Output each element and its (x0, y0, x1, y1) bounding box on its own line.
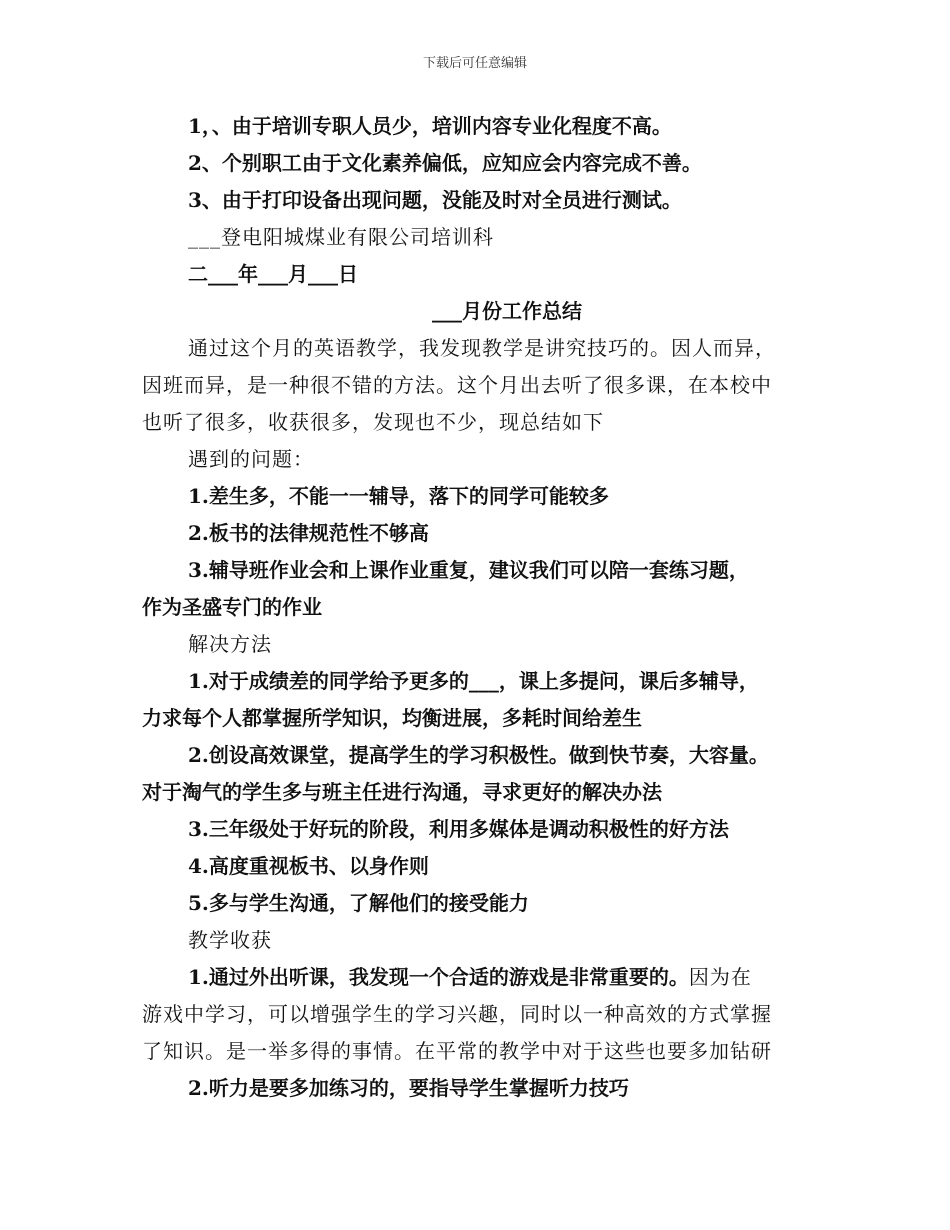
gain-item-1-normal-part: 因为在 (688, 965, 752, 989)
issue-item-1: 1.差生多，不能一一辅导，落下的同学可能较多 (188, 484, 609, 508)
department-signature: ___登电阳城煤业有限公司培训科 (188, 225, 494, 249)
solution-item-4: 4.高度重视板书、以身作则 (188, 854, 429, 878)
issue-item-2: 2.板书的法律规范性不够高 (188, 521, 429, 545)
intro-paragraph-line-1: 通过这个月的英语教学，我发现教学是讲究技巧的。因人而异， (188, 336, 776, 360)
section-title: ___月份工作总结 (432, 299, 582, 323)
gain-item-1-line-1 (142, 959, 832, 996)
heading-problems: 遇到的问题： (188, 447, 314, 471)
solution-item-1-line-1: 1.对于成绩差的同学给予更多的___，课上多提问，课后多辅导， (188, 669, 759, 693)
page-header: 下载后可任意编辑 (422, 56, 527, 71)
problem-item-3: 3、由于打印设备出现问题，没能及时对全员进行测试。 (188, 188, 682, 212)
gain-item-2: 2.听力是要多加练习的，要指导学生掌握听力技巧 (188, 1076, 629, 1100)
solution-item-5: 5.多与学生沟通，了解他们的接受能力 (188, 891, 529, 915)
problem-item-1: 1，、由于培训专职人员少，培训内容专业化程度不高。 (188, 114, 672, 138)
gain-item-1-line-2: 游戏中学习，可以增强学生的学习兴趣，同时以一种高效的方式掌握 (142, 1002, 772, 1026)
solution-item-2-line-2: 对于淘气的学生多与班主任进行沟通，寻求更好的解决办法 (142, 780, 662, 804)
intro-paragraph-line-3: 也听了很多，收获很多，发现也不少，现总结如下 (142, 410, 604, 434)
heading-gains: 教学收获 (188, 928, 272, 952)
solution-item-1-line-2: 力求每个人都掌握所学知识，均衡进展，多耗时间给差生 (142, 706, 642, 730)
heading-solutions: 解决方法 (188, 632, 272, 656)
document-body (142, 108, 832, 1107)
intro-paragraph-line-2: 因班而异，是一种很不错的方法。这个月出去听了很多课，在本校中 (142, 373, 772, 397)
solution-item-2-line-1: 2.创设高效课堂，提高学生的学习积极性。做到快节奏，大容量。 (188, 743, 769, 767)
gain-item-1-bold-part: 1.通过外出听课，我发现一个合适的游戏是非常重要的。 (188, 965, 689, 989)
solution-item-3: 3.三年级处于好玩的阶段，利用多媒体是调动积极性的好方法 (188, 817, 729, 841)
signature-date: 二___年___月___日 (188, 262, 358, 286)
issue-item-3-line-1: 3.辅导班作业会和上课作业重复，建议我们可以陪一套练习题， (188, 558, 749, 582)
issue-item-3-line-2: 作为圣盛专门的作业 (142, 595, 322, 619)
gain-item-1-line-3: 了知识。是一举多得的事情。在平常的教学中对于这些也要多加钻研 (142, 1039, 772, 1063)
problem-item-2: 2、个别职工由于文化素养偏低，应知应会内容完成不善。 (188, 151, 702, 175)
